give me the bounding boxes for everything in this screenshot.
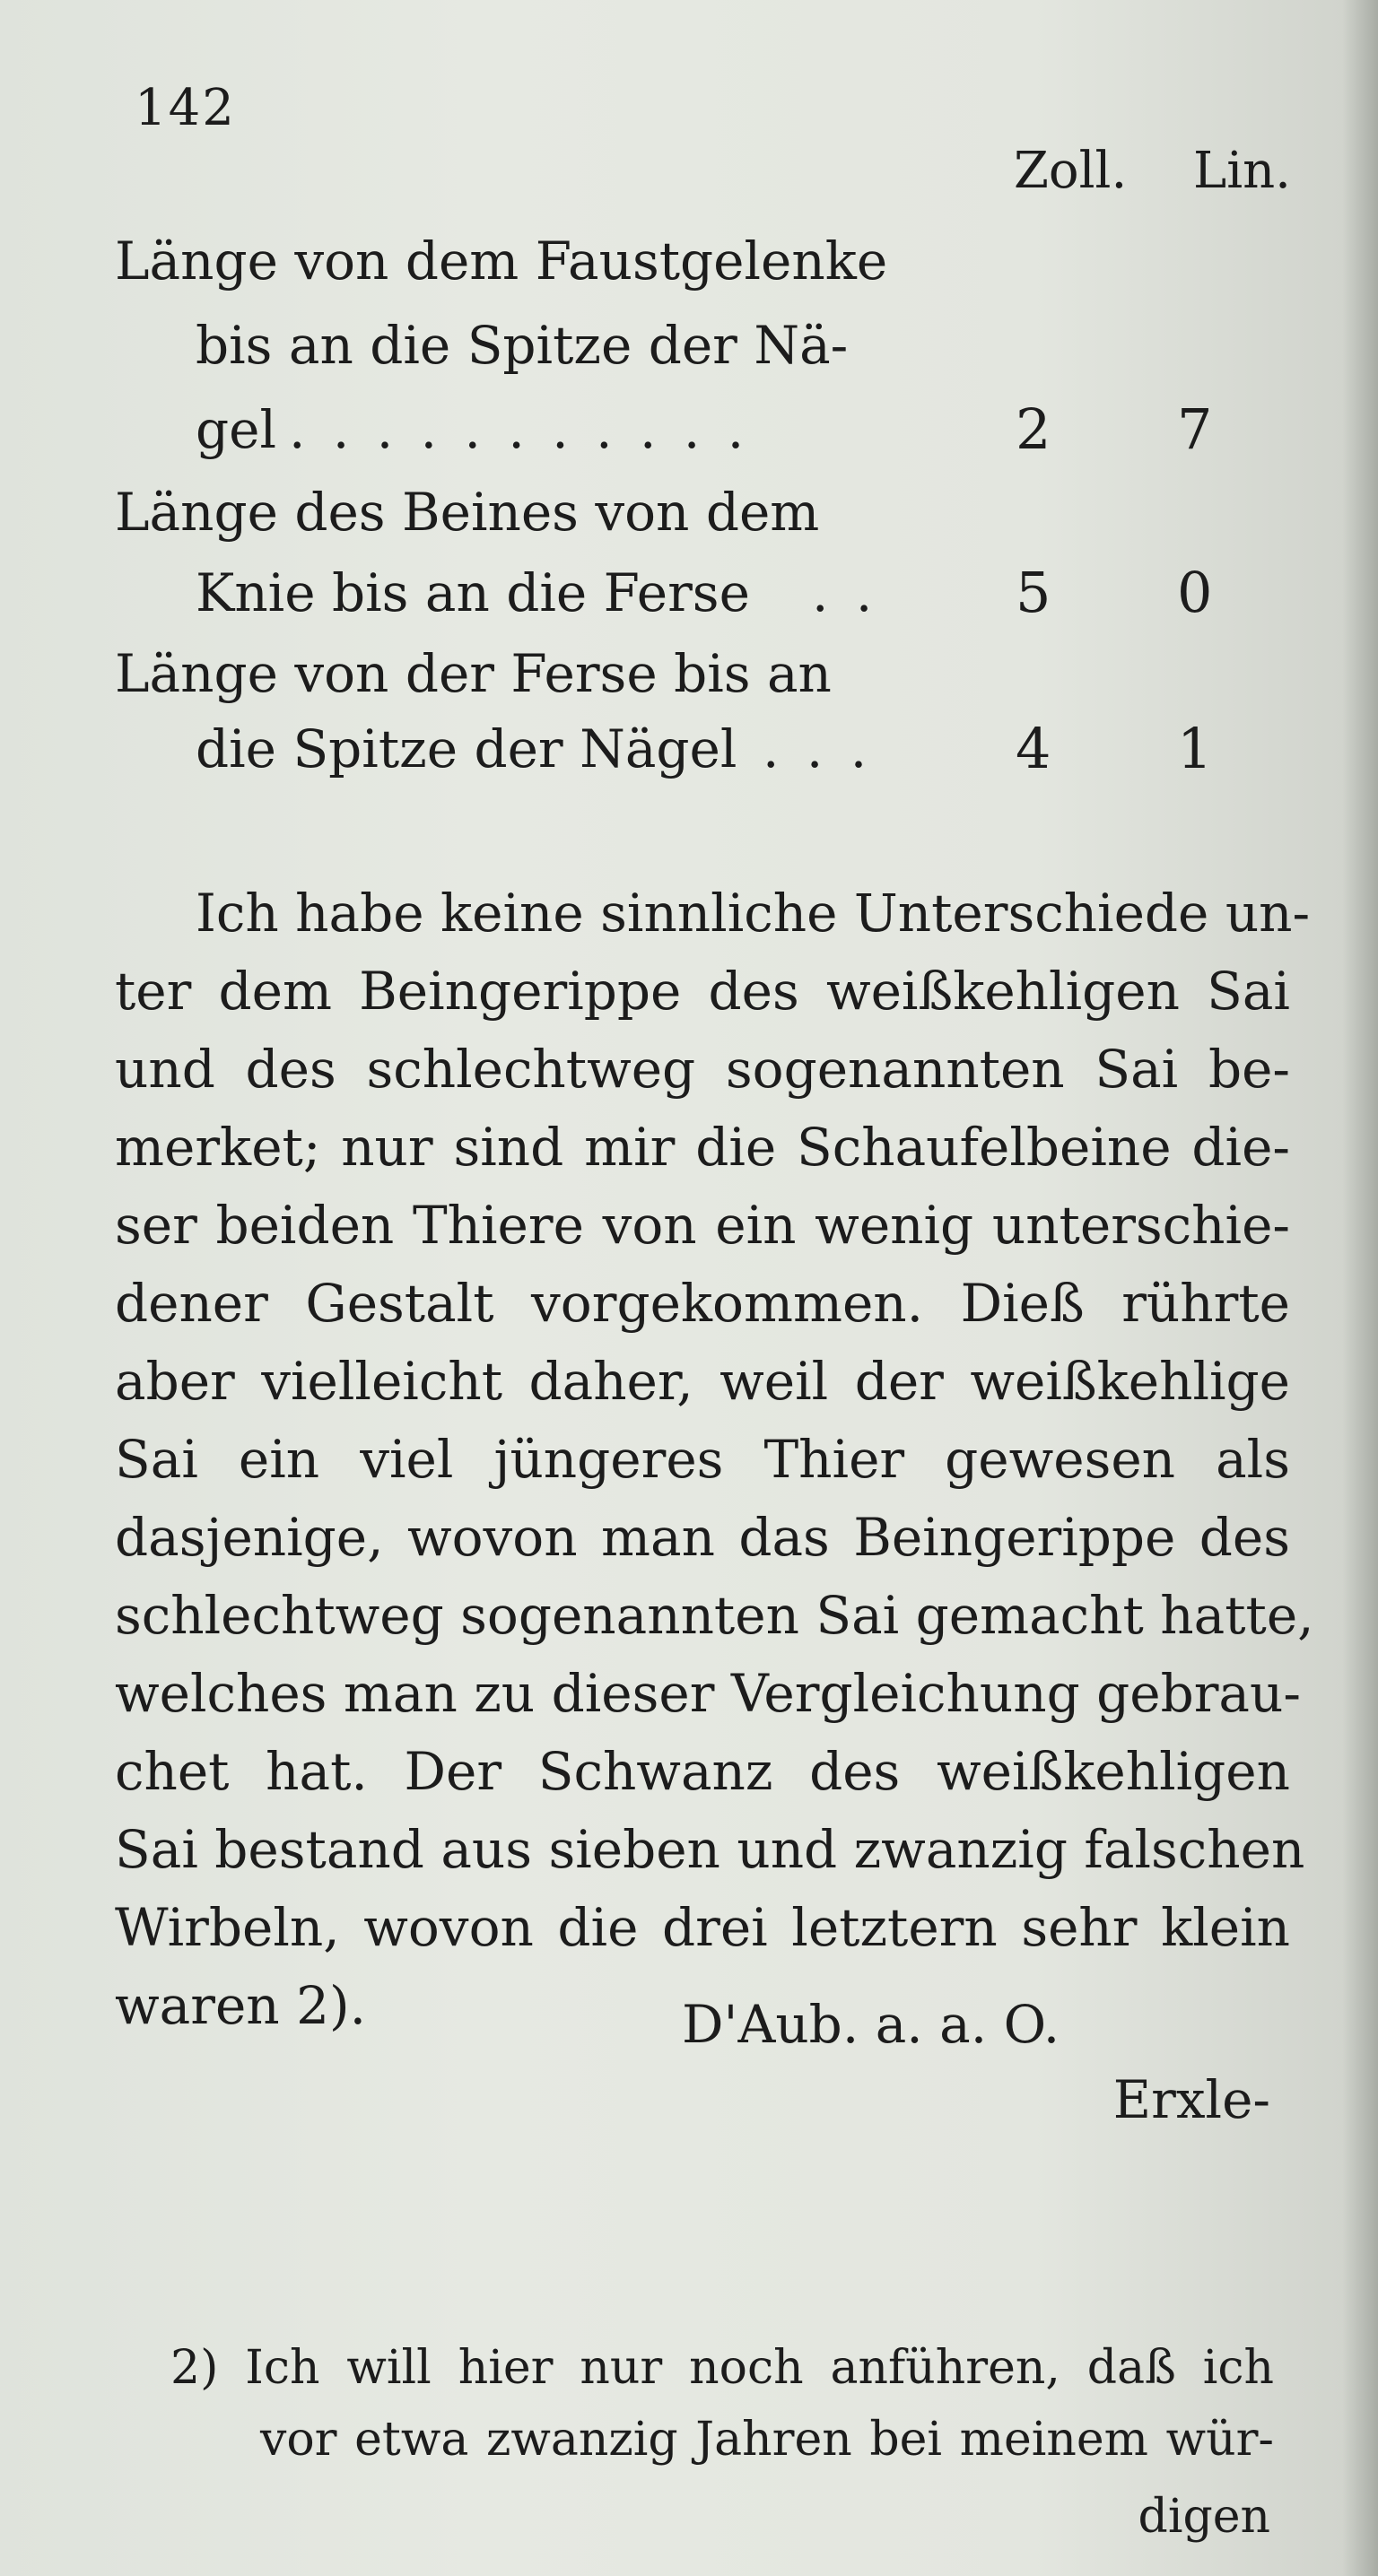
measurement-zoll: 5 — [1016, 560, 1051, 625]
catchword: Erxle- — [1112, 2069, 1270, 2130]
footnote-catchword: digen — [1138, 2490, 1270, 2544]
column-header-lin: Lin. — [1193, 142, 1291, 200]
measurement-label-line: Knie bis an die Ferse — [196, 562, 750, 623]
measurement-label-line: Länge von der Ferse bis an — [115, 643, 832, 704]
paragraph-line: Sai ein viel jüngeres Thier gewesen als — [115, 1429, 1290, 1490]
paragraph-line: aber vielleicht daher, weil der weißkehlige — [115, 1351, 1290, 1412]
leader-dots: . . — [812, 562, 878, 623]
measurement-lin: 0 — [1177, 560, 1213, 625]
body-paragraph — [115, 875, 1314, 2045]
measurement-zoll: 4 — [1016, 716, 1051, 781]
measurement-lin: 1 — [1177, 716, 1213, 781]
paragraph-line: waren 2). — [115, 1975, 367, 2036]
measurement-lin: 7 — [1177, 396, 1213, 462]
measurement-zoll: 2 — [1016, 396, 1051, 462]
paragraph-line: schlechtweg sogenannten Sai gemacht hatte, — [115, 1585, 1314, 1646]
page-edge-shadow — [1342, 0, 1378, 2576]
footnote — [170, 2332, 1274, 2476]
measurement-label-line: Länge des Beines von dem — [115, 482, 820, 543]
paragraph-line: Sai bestand aus sieben und zwanzig falschen — [115, 1819, 1305, 1880]
measurement-label-line: Länge von dem Faustgelenke — [115, 231, 888, 292]
paragraph-line: ter dem Beingerippe des weißkehligen Sai — [115, 961, 1290, 1022]
measurement-label-line: bis an die Spitze der Nä- — [196, 315, 849, 376]
paragraph-line: Wirbeln, wovon die drei letztern sehr klein — [115, 1897, 1290, 1958]
paragraph-line: dener Gestalt vorgekommen. Dieß rührte — [115, 1273, 1290, 1334]
paragraph-line: dasjenige, wovon man das Beingerippe des — [115, 1507, 1290, 1568]
footnote-line: 2) Ich will hier nur noch anführen, daß ich — [170, 2341, 1274, 2395]
paragraph-line: merket; nur sind mir die Schaufelbeine die- — [115, 1117, 1290, 1178]
source-citation: D'Aub. a. a. O. — [682, 1994, 1060, 2055]
footnote-line: vor etwa zwanzig Jahren bei meinem wür- — [260, 2413, 1274, 2467]
paragraph-line: ser beiden Thiere von ein wenig unterschie- — [115, 1195, 1290, 1256]
paragraph-line: welches man zu dieser Vergleichung gebrau- — [115, 1663, 1301, 1724]
measurement-label-line: gel — [196, 399, 277, 460]
page-number: 142 — [135, 79, 236, 137]
leader-dots: . . . . . . . . . . . — [289, 399, 750, 460]
paragraph-line: und des schlechtweg sogenannten Sai be- — [115, 1039, 1290, 1100]
paragraph-line: Ich habe keine sinnliche Unterschiede un- — [196, 883, 1311, 944]
column-header-zoll: Zoll. — [1014, 142, 1128, 200]
leader-dots: . . . — [763, 718, 873, 779]
measurement-label-line: die Spitze der Nägel — [196, 718, 737, 779]
paragraph-line: chet hat. Der Schwanz des weißkehligen — [115, 1741, 1290, 1802]
